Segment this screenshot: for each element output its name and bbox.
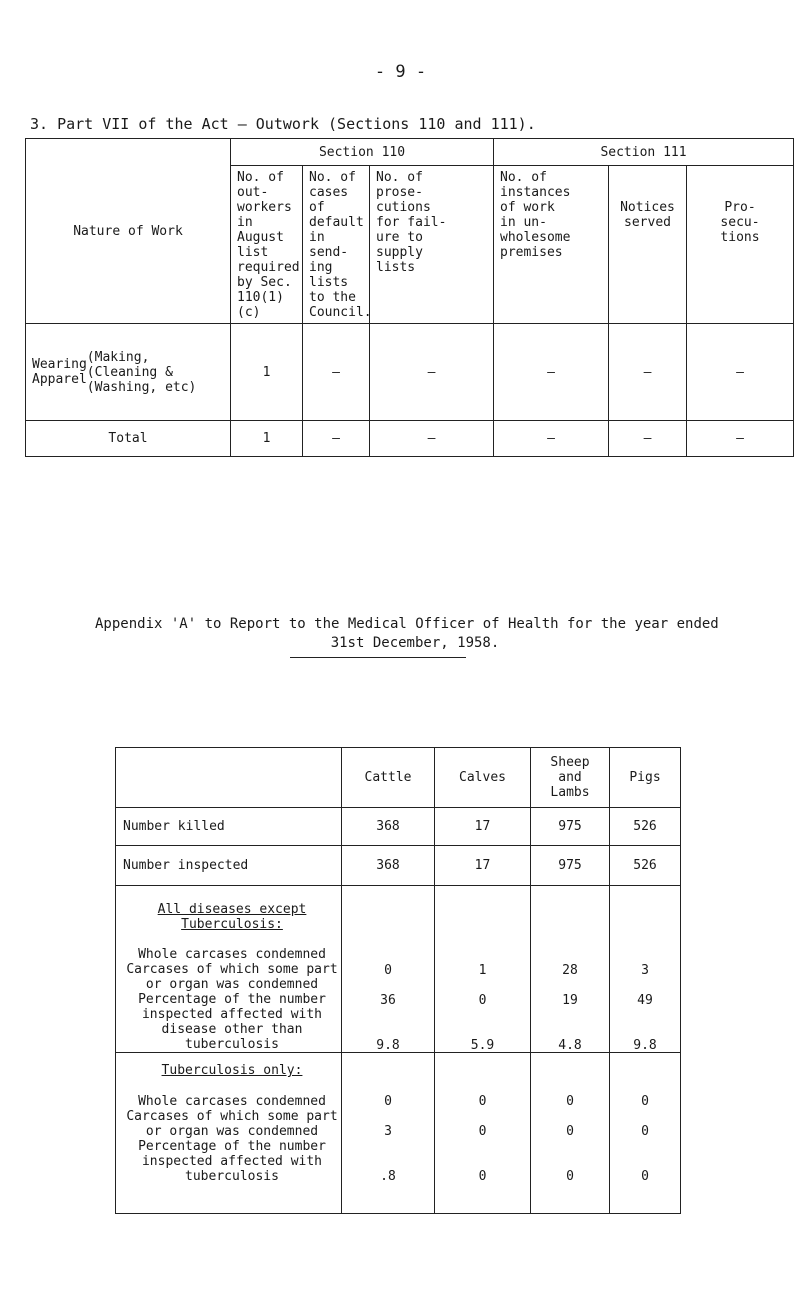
label-line: or organ was condemned [145,1124,319,1139]
header-line: lists [376,260,416,275]
row-value: – [303,324,370,421]
section-110-header: Section 110 [231,139,494,166]
total-value: – [609,421,687,457]
value: 0 [384,1094,392,1109]
value: 0 [566,1124,574,1139]
title-line: Tuberculosis: [181,917,283,932]
total-label: Total [26,421,231,457]
label-line: (Making, [86,349,150,365]
number-inspected-pigs: 526 [610,846,681,886]
value: 0 [641,1124,649,1139]
header-pigs: Pigs [610,748,681,808]
header-line: required [237,260,300,275]
nature-of-work-header: Nature of Work [26,139,231,324]
header-line: No. of [376,170,423,185]
header-line: premises [500,245,563,260]
number-killed-pigs: 526 [610,808,681,846]
value: 0 [478,993,487,1008]
header-line: tions [720,230,760,245]
value: 36 [380,993,396,1008]
header-line: of work [500,200,555,215]
header-line: supply [376,245,423,260]
label-line: disease other than [161,1022,303,1037]
value: 1 [478,963,487,978]
header-line: in un- [500,215,547,230]
value: 9.8 [376,1038,400,1053]
row-label-left [32,357,87,387]
header-cattle: Cattle [342,748,435,808]
header-line: Sheep [550,755,590,770]
header-line: by Sec. [237,275,292,290]
header-line: ing lists [309,260,349,290]
label-line: tuberculosis [185,1037,279,1052]
header-line: in August [237,215,284,245]
number-killed-sheep: 975 [531,808,610,846]
header-line: and [558,770,582,785]
value: 5.9 [470,1038,495,1053]
col-outworkers-header [231,166,303,324]
label-line: tuberculosis [185,1169,279,1184]
header-line: Pro- [724,200,756,215]
label-line: inspected affected with [141,1154,322,1169]
header-line: wholesome [500,230,571,245]
tb-only-pigs [610,1053,681,1214]
header-line: 110(1)(c) [237,290,284,320]
col-default-header [303,166,370,324]
all-diseases-title [123,902,341,932]
value: 9.8 [633,1038,657,1053]
total-value: – [687,421,794,457]
section-heading: 3. Part VII of the Act – Outwork (Sections 110 and 111). [30,115,536,133]
number-killed-cattle: 368 [342,808,435,846]
all-part-label [123,962,341,992]
title-line: All diseases except [157,902,307,917]
row-value: – [687,324,794,421]
header-lines [237,170,302,320]
header-line: Council. [309,305,372,320]
tb-only-cattle [342,1053,435,1214]
header-line: secu- [720,215,760,230]
tb-pct-label [123,1139,341,1184]
label-line: Percentage of the number [138,1139,326,1154]
value: 0 [566,1169,574,1184]
appendix-title-line2: 31st December, 1958. [330,635,500,651]
all-diseases-cattle [342,886,435,1053]
tb-only-block [116,1053,342,1214]
tb-only-title: Tuberculosis only: [161,1063,303,1078]
meat-inspection-table [115,747,681,1214]
label-line: Carcases of which some part [126,1109,338,1124]
header-line: Notices [620,200,675,215]
header-line: workers [237,200,292,215]
number-inspected-label: Number inspected [116,846,342,886]
number-killed-label: Number killed [116,808,342,846]
value: 28 [562,963,578,978]
header-line: cases of [309,185,349,215]
col-prosecutions-header [687,166,794,324]
tb-only-calves [435,1053,531,1214]
header-line: default [309,215,364,230]
label-line: Percentage of the number [138,992,326,1007]
header-sheep-lambs [531,748,610,808]
label-line: Carcases of which some part [126,962,338,977]
header-line: instances [500,185,571,200]
all-diseases-pigs [610,886,681,1053]
all-diseases-calves [435,886,531,1053]
tb-part-label [123,1109,341,1139]
value: 0 [478,1124,487,1139]
total-value: – [370,421,494,457]
row-value: – [609,324,687,421]
col-prosecutions-lists-header [370,166,494,324]
header-line: Lambs [550,785,590,800]
page-number: - 9 - [374,62,427,82]
label-line: or organ was condemned [145,977,319,992]
row-value: – [370,324,494,421]
col-notices-header [609,166,687,324]
row-value: 1 [231,324,303,421]
all-whole-label: Whole carcases condemned [138,947,326,962]
header-line: No. of [237,170,284,185]
section-111-header: Section 111 [494,139,794,166]
value: 0 [384,963,392,978]
blank-header-cell [116,748,342,808]
value: 0 [566,1094,574,1109]
header-line: to the [309,290,356,305]
appendix-title [95,615,735,653]
header-line: prose- [376,185,423,200]
appendix-title-line1: Appendix 'A' to Report to the Medical Officer of Health for the year ended [95,616,719,632]
number-inspected-calves: 17 [435,846,531,886]
row-label-right [87,350,197,395]
header-line: out- [237,185,269,200]
total-value: 1 [231,421,303,457]
col-instances-header [494,166,609,324]
total-value: – [303,421,370,457]
header-line: ure to [376,230,423,245]
label-line: Wearing [32,357,87,372]
total-value: – [494,421,609,457]
outwork-table [25,138,794,457]
label-line: (Cleaning & [86,364,173,380]
number-inspected-cattle: 368 [342,846,435,886]
header-line: No. of [309,170,356,185]
number-inspected-sheep: 975 [531,846,610,886]
value: 0 [478,1169,487,1184]
value: .8 [380,1169,396,1184]
all-diseases-block [116,886,342,1053]
label-line: (Washing, etc) [86,379,197,395]
header-line: served [624,215,671,230]
value: 3 [384,1124,392,1139]
tb-only-sheep [531,1053,610,1214]
tb-whole-label: Whole carcases condemned [138,1094,326,1109]
number-killed-calves: 17 [435,808,531,846]
value: 0 [478,1094,487,1109]
header-line: in send- [309,230,349,260]
value: 0 [641,1169,649,1184]
header-line: cutions [376,200,431,215]
value: 3 [641,963,649,978]
value: 49 [637,993,653,1008]
all-pct-label [123,992,341,1052]
value: 0 [641,1094,649,1109]
value: 19 [562,993,578,1008]
title-underline [290,657,466,658]
row-wearing-apparel-label [26,324,231,421]
header-line: list [237,245,269,260]
header-line: No. of [500,170,547,185]
row-value: – [494,324,609,421]
header-line: for fail- [376,215,447,230]
label-line: Apparel [32,372,87,387]
header-calves: Calves [435,748,531,808]
value: 4.8 [558,1038,582,1053]
all-diseases-sheep [531,886,610,1053]
label-line: inspected affected with [141,1007,322,1022]
